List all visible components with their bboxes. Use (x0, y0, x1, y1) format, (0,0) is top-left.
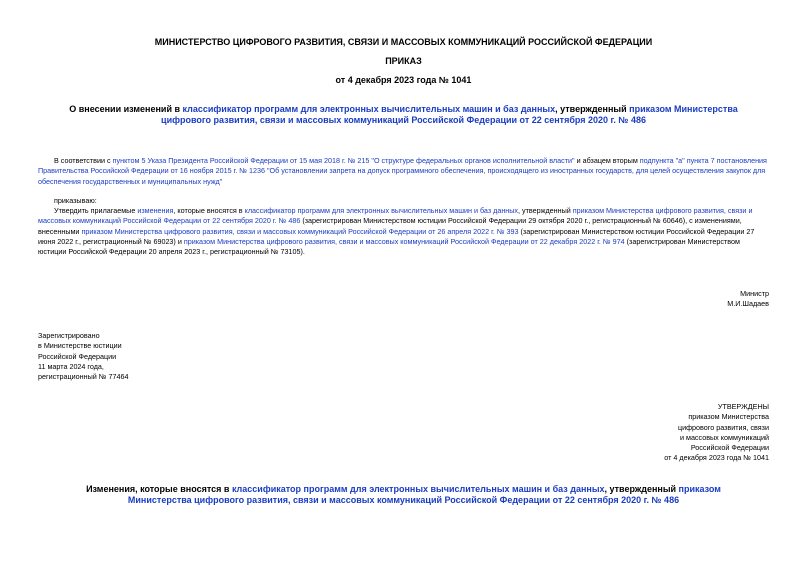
signature-block (727, 289, 769, 310)
approval-block (664, 402, 769, 464)
preamble-paragraph (38, 156, 769, 187)
preamble-link-resolution-1236[interactable]: подпункта "а" пункта 7 постановления Правительства Российской Федерации от 16 ноября 2015 г. № 1236 "Об установлении запрета на допуск программного обеспечения, происходящего из иностранных государств, для целей осуществления закупок для обеспечения государственных и муниципальных нужд" (38, 156, 767, 186)
signature-name: М.И.Шадаев (727, 299, 769, 309)
changes-title-link-classifier[interactable]: классификатор программ для электронных вычислительных машин и баз данных (231, 484, 605, 494)
registration-line: в Министерстве юстиции (38, 341, 122, 351)
changes-title-prefix: Изменения, которые вносятся в (86, 484, 232, 494)
approval-line: и массовых коммуникаций (679, 432, 769, 442)
document-title (48, 104, 759, 126)
order-text-5: (зарегистрирован Министерством юстиции Российской Федерации 27 июня 2022 г., регистрационный № 69023) и (38, 226, 755, 246)
doc-type: ПРИКАЗ (385, 56, 422, 66)
approval-line: приказом Министерства (688, 412, 769, 422)
order-text-1: Утвердить прилагаемые (54, 206, 138, 215)
registration-line: Российской Федерации (38, 351, 117, 361)
order-text-3: , утвержденный (518, 206, 573, 215)
title-link-order-486[interactable]: приказом Министерства цифрового развития, связи и массовых коммуникаций Российской Федерации от 22 сентября 2020 г. № 486 (161, 104, 738, 125)
order-link-classifier[interactable]: классификатор программ для электронных вычислительных машин и баз данных (244, 206, 519, 215)
order-word: приказываю: (54, 196, 97, 205)
order-link-changes[interactable]: изменения (137, 206, 174, 215)
signature-position: Министр (740, 289, 769, 298)
order-paragraph (38, 206, 769, 257)
preamble-link-decree-215[interactable]: пунктом 5 Указа Президента Российской Федерации от 15 мая 2018 г. № 215 "О структуре федеральных органов исполнительной власти" (112, 156, 575, 165)
approval-line: Российской Федерации (690, 443, 769, 453)
order-text-2: , которые вносятся в (173, 206, 245, 215)
ministry-heading: МИНИСТЕРСТВО ЦИФРОВОГО РАЗВИТИЯ, СВЯЗИ И МАССОВЫХ КОММУНИКАЦИЙ РОССИЙСКОЙ ФЕДЕРАЦИИ (154, 37, 653, 47)
registration-line: регистрационный № 77464 (38, 372, 129, 382)
title-link-classifier[interactable]: классификатор программ для электронных вычислительных машин и баз данных (182, 104, 556, 114)
registration-line: 11 марта 2024 года, (38, 361, 104, 371)
order-text-6: (зарегистрирован Министерством юстиции Российской Федерации 20 апреля 2023 г., регистрационный № 73105). (38, 236, 740, 257)
preamble-text-1: В соответствии с (54, 156, 113, 165)
order-link-order-486[interactable]: приказом Министерства цифрового развития, связи и массовых коммуникаций Российской Федерации от 22 сентября 2020 г. № 486 (38, 206, 753, 226)
approval-heading: УТВЕРЖДЕНЫ (717, 402, 769, 411)
order-text-4: (зарегистрирован Министерством юстиции Российской Федерации 29 октября 2020 г., регистрационный № 60646), с изменениями, внесенными (38, 216, 742, 236)
title-mid: , утвержденный (555, 104, 630, 114)
registration-line: Зарегистрировано (38, 331, 100, 340)
approval-line: от 4 декабря 2023 года № 1041 (664, 453, 769, 463)
changes-title-mid: , утвержденный (604, 484, 679, 494)
changes-title (56, 484, 751, 506)
registration-block (38, 331, 128, 382)
order-link-order-974[interactable]: приказом Министерства цифрового развития, связи и массовых коммуникаций Российской Федерации от 22 декабря 2022 г. № 974 (183, 236, 625, 246)
preamble-text-2: и абзацем вторым (574, 156, 640, 165)
title-prefix: О внесении изменений в (69, 104, 183, 114)
doc-date: от 4 декабря 2023 года № 1041 (335, 75, 472, 85)
approval-line: цифрового развития, связи (677, 422, 769, 432)
order-link-order-393[interactable]: приказом Министерства цифрового развития, связи и массовых коммуникаций Российской Федерации от 26 апреля 2022 г. № 393 (81, 226, 519, 236)
changes-title-link-order-486[interactable]: приказом Министерства цифрового развития, связи и массовых коммуникаций Российской Федерации от 22 сентября 2020 г. № 486 (127, 484, 721, 505)
